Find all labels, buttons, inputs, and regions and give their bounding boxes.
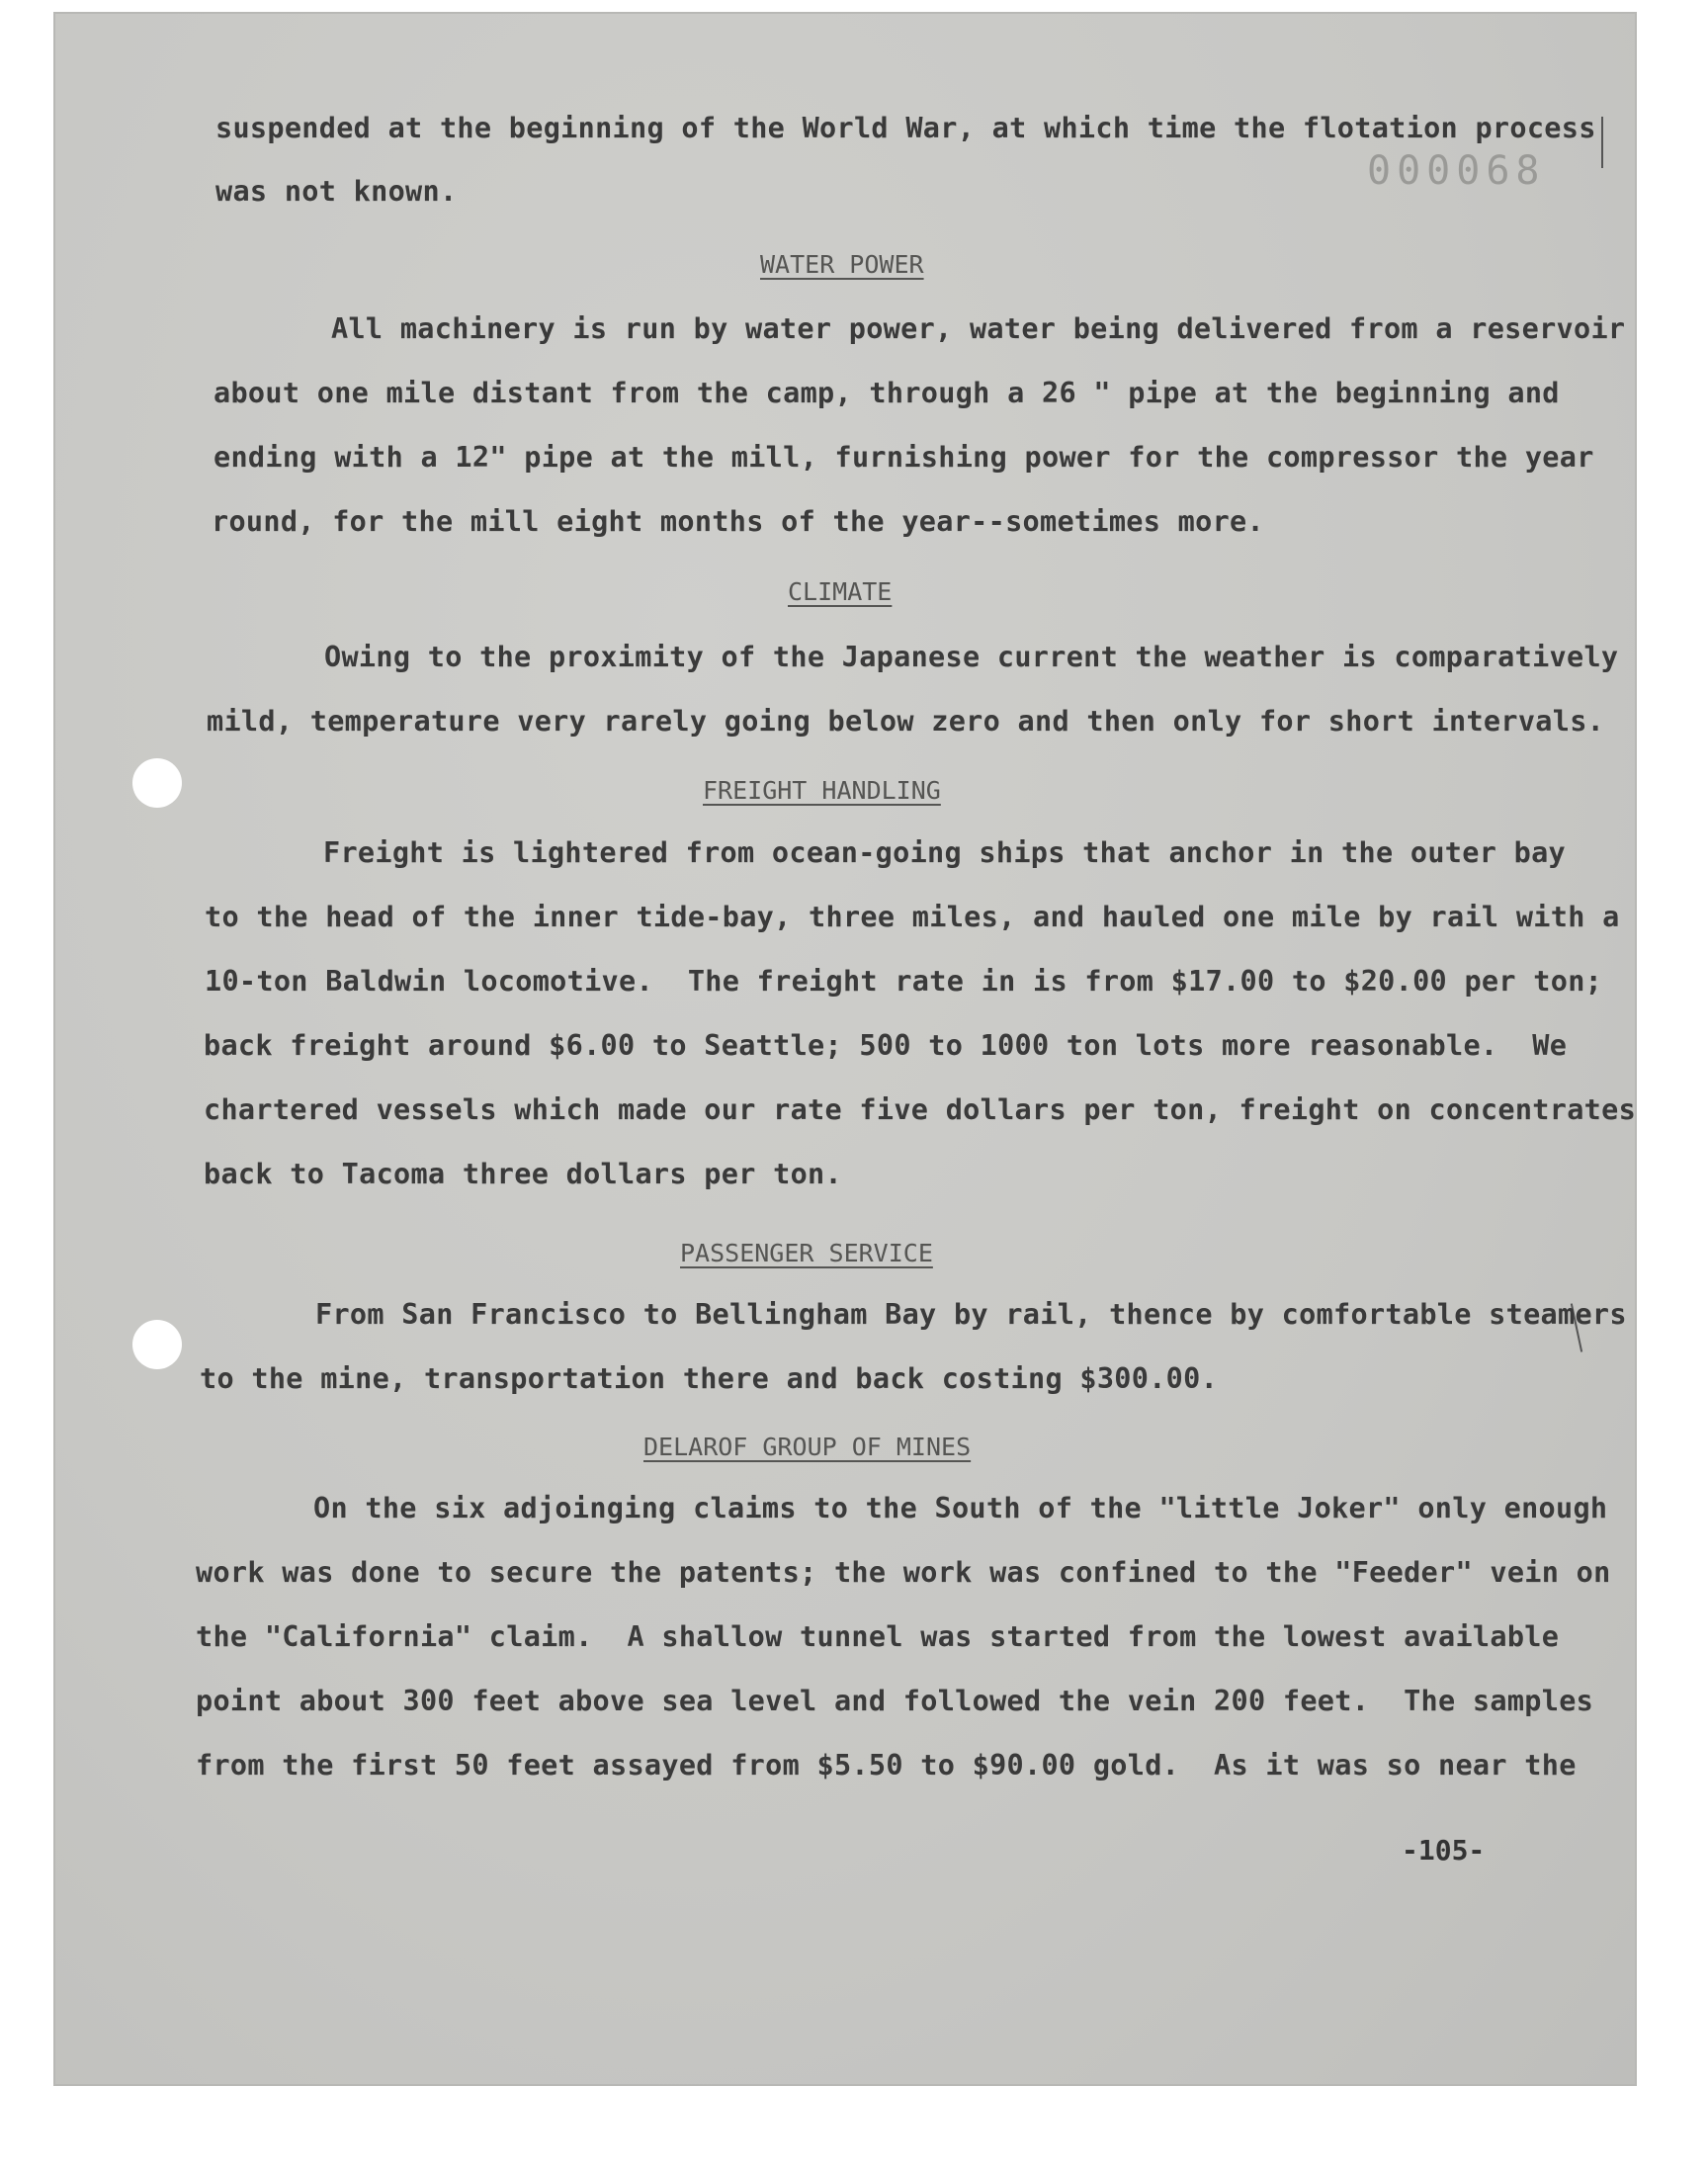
text-line: was not known. [215, 175, 458, 208]
text-line: Freight is lightered from ocean-going ships that anchor in the outer bay [323, 836, 1567, 869]
text-line: to the head of the inner tide-bay, three miles, and hauled one mile by rail with a [205, 901, 1620, 933]
text-line: the "California" claim. A shallow tunnel was started from the lowest available [196, 1620, 1560, 1653]
text-line: back freight around $6.00 to Seattle; 500 to 1000 ton lots more reasonable. We [204, 1029, 1568, 1062]
text-line: chartered vessels which made our rate five dollars per ton, freight on concentrates [204, 1093, 1637, 1126]
text-line: From San Francisco to Bellingham Bay by rail, thence by comfortable steamers [315, 1298, 1627, 1331]
text-line: 10-ton Baldwin locomotive. The freight rate in is from $17.00 to $20.00 per ton; [205, 965, 1603, 998]
edge-mark [1601, 117, 1603, 168]
text-line: mild, temperature very rarely going below zero and then only for short intervals. [207, 705, 1605, 738]
page-number: -105- [1402, 1834, 1486, 1867]
text-line: Owing to the proximity of the Japanese current the weather is comparatively [324, 641, 1619, 673]
punch-hole [132, 1320, 182, 1369]
text-line: about one mile distant from the camp, through a 26 " pipe at the beginning and [214, 377, 1560, 409]
section-heading: WATER POWER [760, 250, 924, 279]
section-heading: DELAROF GROUP OF MINES [643, 1433, 972, 1461]
section-heading: FREIGHT HANDLING [703, 776, 941, 805]
text-line: point about 300 feet above sea level and followed the vein 200 feet. The samples [196, 1685, 1594, 1717]
punch-hole [132, 758, 182, 808]
text-line: All machinery is run by water power, water being delivered from a reservoir [331, 312, 1626, 345]
text-line: to the mine, transportation there and back costing $300.00. [200, 1362, 1219, 1395]
serial-stamp: 000068 [1367, 148, 1546, 194]
text-line: back to Tacoma three dollars per ton. [204, 1158, 842, 1190]
text-line: work was done to secure the patents; the work was confined to the "Feeder" vein on [196, 1556, 1611, 1589]
text-line: from the first 50 feet assayed from $5.50 to $90.00 gold. As it was so near the [196, 1749, 1577, 1782]
section-heading: CLIMATE [788, 577, 893, 606]
text-line: round, for the mill eight months of the year--sometimes more. [212, 505, 1264, 538]
text-line: suspended at the beginning of the World War, at which time the flotation process [215, 112, 1596, 144]
section-heading: PASSENGER SERVICE [680, 1239, 933, 1267]
text-line: ending with a 12" pipe at the mill, furnishing power for the compressor the year [214, 441, 1594, 474]
text-line: On the six adjoinging claims to the South of the "little Joker" only enough [313, 1492, 1608, 1524]
